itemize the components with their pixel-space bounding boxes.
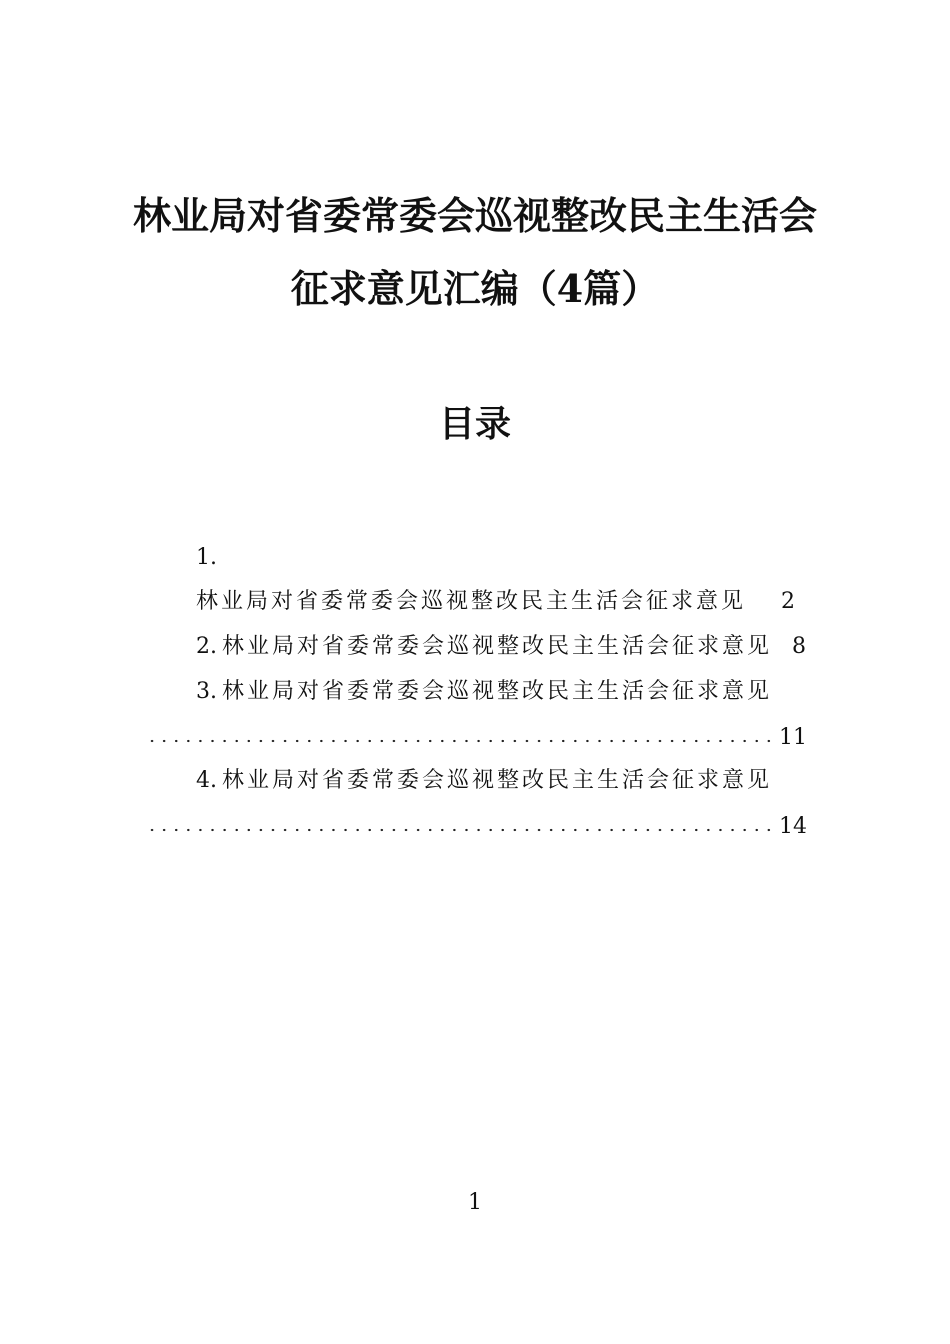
toc-entry-number: 1. xyxy=(196,545,217,570)
toc-dot-leader xyxy=(146,739,774,743)
toc-entry-page: 14 xyxy=(779,814,807,839)
toc-entry-page: 11 xyxy=(779,725,807,750)
toc-entry-number: 3. xyxy=(196,679,217,704)
toc-entry-number: 2. xyxy=(196,634,217,659)
document-title-line-2: 征求意见汇编（4篇） xyxy=(290,266,660,311)
toc-entry-text: 林业局对省委常委会巡视整改民主生活会征求意见 xyxy=(222,768,773,793)
toc-entry-text: 林业局对省委常委会巡视整改民主生活会征求意见 xyxy=(196,589,747,614)
toc-entry-page: 8 xyxy=(792,634,806,659)
toc-entry-page: 2 xyxy=(781,589,795,614)
toc-entry-text: 林业局对省委常委会巡视整改民主生活会征求意见 xyxy=(222,679,773,704)
toc-heading: 目录 xyxy=(438,403,511,445)
toc-entry-number: 4. xyxy=(196,768,217,793)
document-title-line-1: 林业局对省委常委会巡视整改民主生活会 xyxy=(132,193,817,238)
toc-dot-leader xyxy=(146,828,774,832)
toc-entry-text: 林业局对省委常委会巡视整改民主生活会征求意见 xyxy=(222,634,773,659)
footer-page-number: 1 xyxy=(468,1190,482,1215)
